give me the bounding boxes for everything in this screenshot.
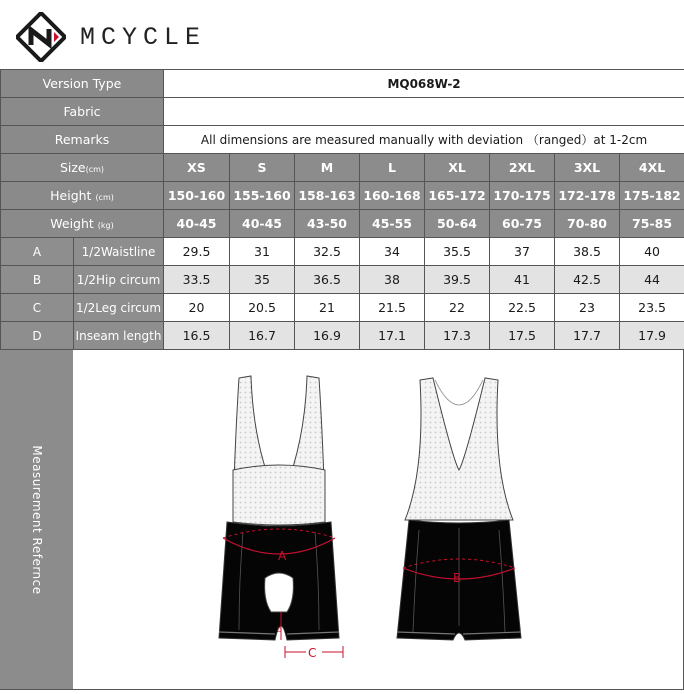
weight-value: 50-64 [425,210,490,238]
measure-name: 1/2Hip circum [74,266,164,294]
measure-value: 21.5 [360,294,425,322]
measurement-row-a [1,238,684,266]
measure-code: B [1,266,74,294]
brand-header [0,0,684,69]
weight-value: 40-45 [164,210,230,238]
measure-value: 40 [620,238,684,266]
measure-code: D [1,322,74,350]
size-s: S [230,154,295,182]
size-3xl: 3XL [555,154,620,182]
weight-value: 70-80 [555,210,620,238]
measure-value: 17.5 [490,322,555,350]
height-value: 172-178 [555,182,620,210]
reference-label: Measurement Refernce [30,445,44,594]
measure-value: 44 [620,266,684,294]
measure-value: 38.5 [555,238,620,266]
weight-value: 75-85 [620,210,684,238]
weight-value: 45-55 [360,210,425,238]
size-table [0,69,684,350]
measure-value: 36.5 [295,266,360,294]
measure-value: 23.5 [620,294,684,322]
measurement-row-d [1,322,684,350]
size-l: L [360,154,425,182]
height-value: 160-168 [360,182,425,210]
brand-name: MCYCLE [80,24,206,52]
remarks-row [1,126,684,154]
measure-name: 1/2Waistline [74,238,164,266]
measure-value: 34 [360,238,425,266]
height-value: 150-160 [164,182,230,210]
measurement-row-c [1,294,684,322]
weight-value: 60-75 [490,210,555,238]
measure-value: 39.5 [425,266,490,294]
height-value: 175-182 [620,182,684,210]
size-xl: XL [425,154,490,182]
measure-code: A [1,238,74,266]
version-value: MQ068W-2 [164,70,684,98]
measure-value: 41 [490,266,555,294]
weight-value: 40-45 [230,210,295,238]
measure-value: 17.7 [555,322,620,350]
weight-row [1,210,684,238]
measure-name: 1/2Leg circum [74,294,164,322]
height-value: 155-160 [230,182,295,210]
measure-value: 17.3 [425,322,490,350]
measure-value: 33.5 [164,266,230,294]
height-value: 165-172 [425,182,490,210]
measure-value: 22.5 [490,294,555,322]
size-2xl: 2XL [490,154,555,182]
measure-value: 38 [360,266,425,294]
remarks-value: All dimensions are measured manually with deviation （ranged）at 1-2cm [164,126,684,154]
measure-value: 22 [425,294,490,322]
marker-b: B [453,571,461,585]
measure-value: 31 [230,238,295,266]
size-label: Size(cm) [1,154,164,182]
weight-value: 43-50 [295,210,360,238]
fabric-row [1,98,684,126]
back-view [397,378,521,640]
measure-value: 20 [164,294,230,322]
size-xs: XS [164,154,230,182]
measure-value: 29.5 [164,238,230,266]
measure-value: 37 [490,238,555,266]
height-value: 158-163 [295,182,360,210]
measurement-row-b [1,266,684,294]
measure-value: 16.9 [295,322,360,350]
height-value: 170-175 [490,182,555,210]
measure-value: 32.5 [295,238,360,266]
measure-value: 17.1 [360,322,425,350]
height-label: Height (cm) [1,182,164,210]
measure-value: 35 [230,266,295,294]
divider [0,349,684,350]
measure-value: 23 [555,294,620,322]
measure-value: 16.5 [164,322,230,350]
measure-name: Inseam length [74,322,164,350]
size-4xl: 4XL [620,154,684,182]
marker-d: D [277,627,282,634]
front-view [219,376,343,660]
fabric-value [164,98,684,126]
measure-value: 20.5 [230,294,295,322]
measure-value: 17.9 [620,322,684,350]
fabric-label: Fabric [1,98,164,126]
garment-illustration [73,350,684,690]
remarks-label: Remarks [1,126,164,154]
marker-a: A [278,549,287,563]
height-row [1,182,684,210]
size-m: M [295,154,360,182]
measure-value: 21 [295,294,360,322]
measure-code: C [1,294,74,322]
mcycle-logo-icon [16,12,66,62]
size-row [1,154,684,182]
measure-value: 35.5 [425,238,490,266]
weight-label: Weight (kg) [1,210,164,238]
measure-value: 42.5 [555,266,620,294]
version-label: Version Type [1,70,164,98]
bib-shorts-diagram [73,350,684,690]
version-row [1,70,684,98]
measure-value: 16.7 [230,322,295,350]
marker-c: C [308,646,316,660]
